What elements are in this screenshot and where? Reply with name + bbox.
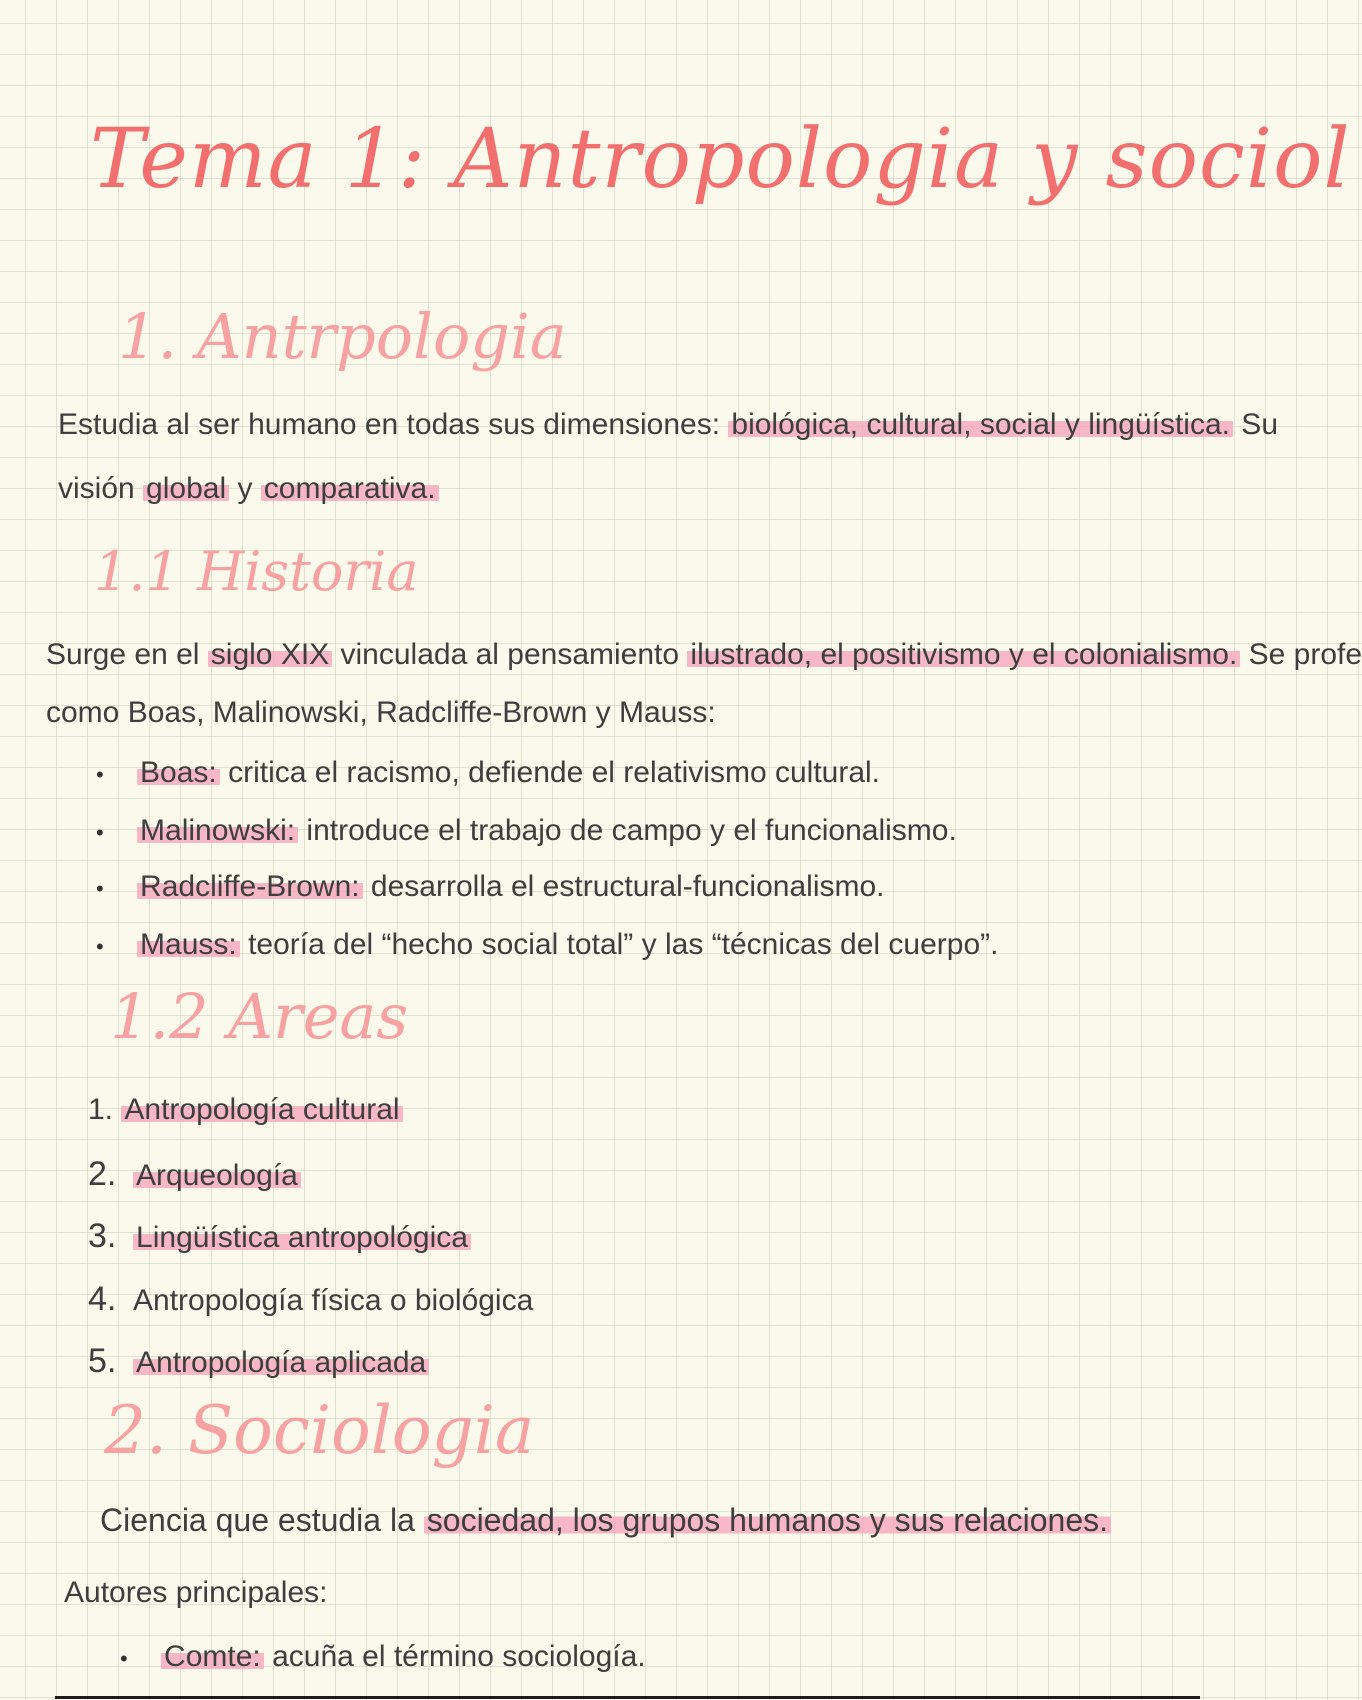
highlight-sociedad: sociedad, los grupos humanos y sus relaciones. <box>424 1502 1111 1538</box>
author-desc: desarrolla el estructural-funcionalismo. <box>362 870 885 903</box>
area-item-5 <box>88 1342 429 1381</box>
area-text: Antropología física o biológica <box>133 1284 534 1317</box>
author-name: Boas: <box>137 756 220 789</box>
intro-text: visión <box>58 472 144 505</box>
historia-line-1 <box>46 638 1362 672</box>
historia-text-cut: Se profe <box>1240 638 1362 671</box>
intro-line-2 <box>58 472 439 506</box>
bullet-icon: • <box>96 876 104 901</box>
highlight-ilustrado: ilustrado, el positivismo y el colonialismo. <box>687 638 1240 671</box>
area-number: 2. <box>88 1155 117 1193</box>
area-number: 5. <box>88 1342 117 1380</box>
area-text: Antropología aplicada <box>133 1346 429 1379</box>
intro-line-1 <box>58 408 1278 442</box>
author-name: Mauss: <box>137 928 240 961</box>
list-item-comte <box>120 1640 646 1674</box>
list-item-mauss <box>96 928 998 962</box>
highlight-global: global <box>143 472 229 505</box>
author-desc: acuña el término sociología. <box>263 1640 646 1673</box>
definition-text: Ciencia que estudia la <box>100 1502 424 1538</box>
page-bottom-rule <box>55 1696 1200 1699</box>
section-heading-sociologia: 2. Sociologia <box>104 1392 535 1469</box>
area-item-4 <box>88 1280 533 1319</box>
historia-line-2: como Boas, Malinowski, Radcliffe-Brown y Mauss: <box>46 696 716 729</box>
highlight-siglo: siglo XIX <box>208 638 332 671</box>
area-text: Arqueología <box>133 1159 301 1192</box>
historia-text: vinculada al pensamiento <box>332 638 688 671</box>
area-text: Antropología cultural <box>121 1093 402 1126</box>
list-item-boas <box>96 756 880 790</box>
area-number: 4. <box>88 1280 117 1318</box>
author-name: Malinowski: <box>137 814 298 847</box>
area-number: 3. <box>88 1217 117 1255</box>
author-desc: teoría del “hecho social total” y las “técnicas del cuerpo”. <box>239 928 999 961</box>
authors-label: Autores principales: <box>64 1576 328 1609</box>
area-item-1 <box>88 1093 403 1127</box>
author-name: Radcliffe-Brown: <box>137 870 363 903</box>
author-name: Comte: <box>161 1640 264 1673</box>
historia-text: Surge en el <box>46 638 208 671</box>
bullet-icon: • <box>120 1646 128 1671</box>
subsection-heading-historia: 1.1 Historia <box>94 540 419 603</box>
area-text: Lingüística antropológica <box>133 1221 471 1254</box>
list-item-malinowski <box>96 814 957 848</box>
bullet-icon: • <box>96 934 104 959</box>
intro-text: y <box>229 472 261 505</box>
subsection-heading-areas: 1.2 Areas <box>110 980 409 1053</box>
intro-text-cut: Su <box>1232 408 1278 441</box>
list-item-radcliffe-brown <box>96 870 885 904</box>
bullet-icon: • <box>96 762 104 787</box>
author-desc: critica el racismo, defiende el relativismo cultural. <box>219 756 881 789</box>
author-desc: introduce el trabajo de campo y el funcionalismo. <box>298 814 957 847</box>
section-heading-antropologia: 1. Antrpologia <box>118 300 567 373</box>
area-item-3 <box>88 1217 471 1256</box>
page-title: Tema 1: Antropologia y sociol <box>90 112 1351 207</box>
highlight-comparativa: comparativa. <box>261 472 439 505</box>
highlight-dimensions: biológica, cultural, social y lingüística. <box>728 408 1233 441</box>
intro-text: Estudia al ser humano en todas sus dimensiones: <box>58 408 729 441</box>
area-item-2 <box>88 1155 301 1194</box>
bullet-icon: • <box>96 820 104 845</box>
area-number: 1. <box>88 1093 114 1126</box>
sociologia-definition <box>100 1502 1111 1539</box>
